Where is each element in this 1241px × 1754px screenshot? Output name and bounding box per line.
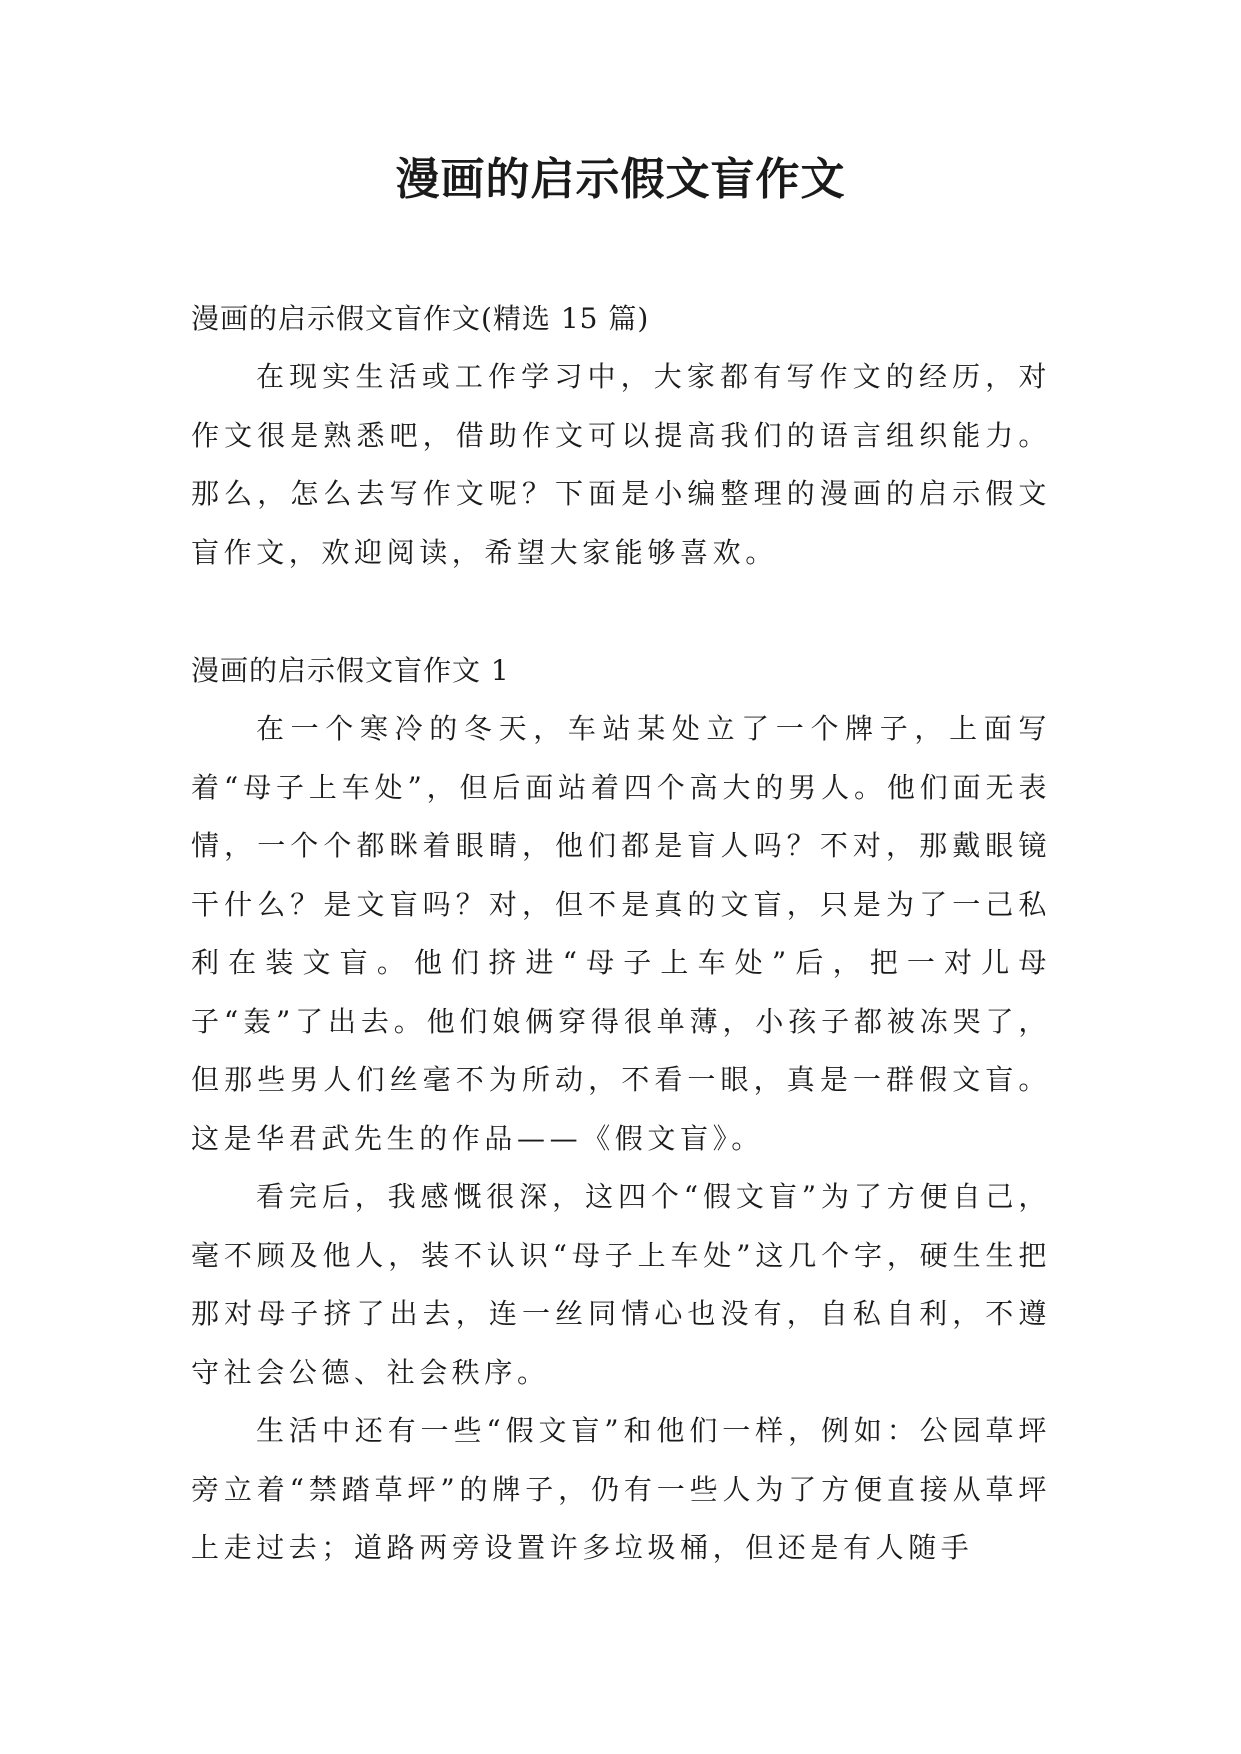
- intro-paragraph: 在现实生活或工作学习中，大家都有写作文的经历，对作文很是熟悉吧，借助作文可以提高我们的语言组织能力。那么，怎么去写作文呢？下面是小编整理的漫画的启示假文盲作文，欢迎阅读，希望大家能够喜欢。: [191, 360, 1051, 569]
- body-paragraph: 看完后，我感慨很深，这四个“假文盲”为了方便自己，毫不顾及他人，装不认识“母子上车处”这几个字，硬生生把那对母子挤了出去，连一丝同情心也没有，自私自利，不遵守社会公德、社会秩序。: [191, 1180, 1051, 1389]
- document-title: 漫画的启示假文盲作文: [395, 154, 846, 205]
- section-heading: 漫画的启示假文盲作文 1: [191, 654, 510, 687]
- document-subtitle: 漫画的启示假文盲作文(精选 15 篇): [191, 302, 650, 335]
- document-body: [191, 290, 1051, 1578]
- body-paragraph: 生活中还有一些“假文盲”和他们一样，例如：公园草坪旁立着“禁踏草坪”的牌子，仍有一些人为了方便直接从草坪上走过去；道路两旁设置许多垃圾桶，但还是有人随手: [191, 1414, 1051, 1564]
- body-paragraph: 在一个寒冷的冬天，车站某处立了一个牌子，上面写着“母子上车处”，但后面站着四个高大的男人。他们面无表情，一个个都眯着眼睛，他们都是盲人吗？不对，那戴眼镜干什么？是文盲吗？对，但不是真的文盲，只是为了一己私利在装文盲。他们挤进“母子上车处”后，把一对儿母子“轰”了出去。他们娘俩穿得很单薄，小孩子都被冻哭了，但那些男人们丝毫不为所动，不看一眼，真是一群假文盲。这是华君武先生的作品——《假文盲》。: [191, 712, 1051, 1155]
